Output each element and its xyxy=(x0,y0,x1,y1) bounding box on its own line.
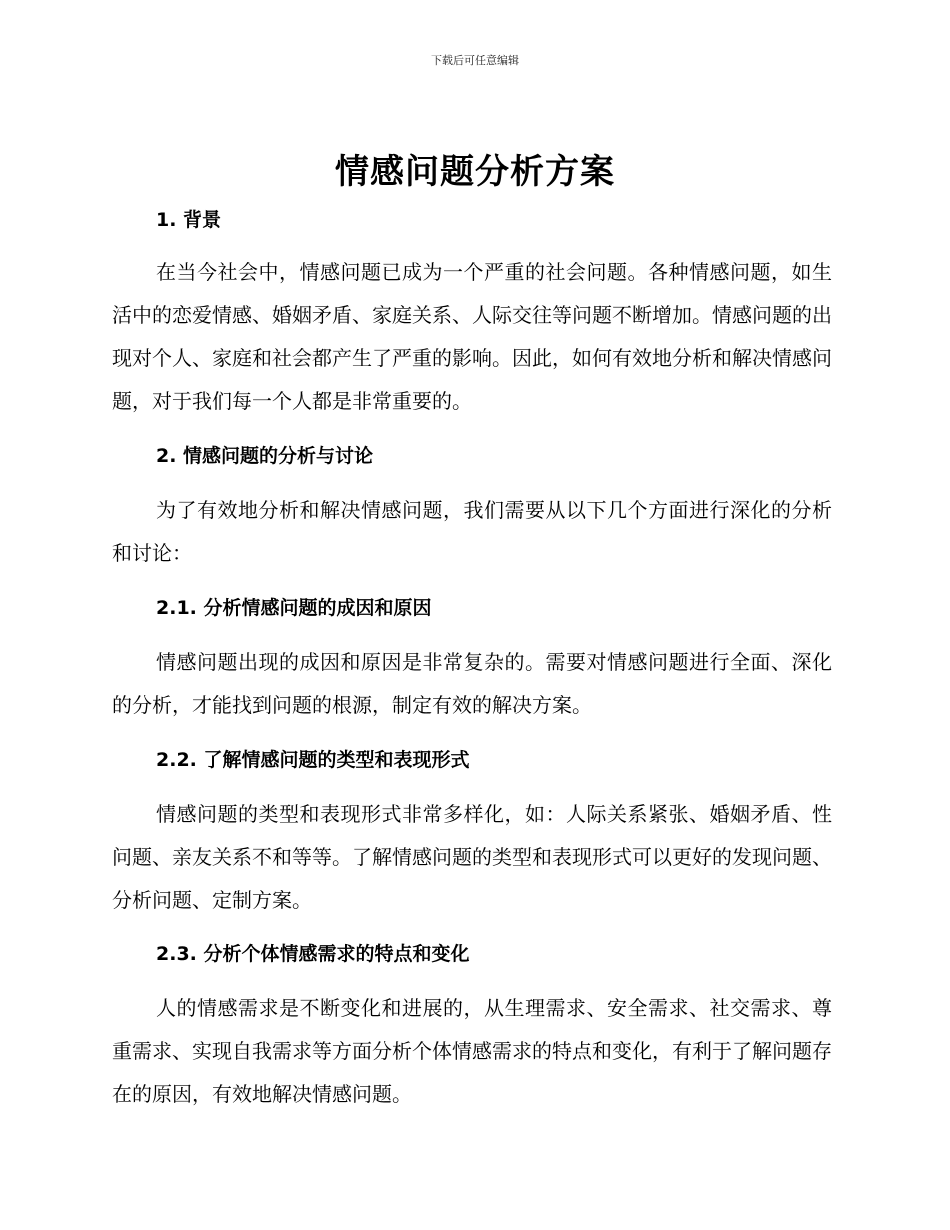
section-body-needs: 人的情感需求是不断变化和进展的，从生理需求、安全需求、社交需求、尊重需求、实现自我需求等方面分析个体情感需求的特点和变化，有利于了解问题存在的原因，有效地解决情感问题。 xyxy=(112,996,832,1106)
section-body-background: 在当今社会中，情感问题已成为一个严重的社会问题。各种情感问题，如生活中的恋爱情感、婚姻矛盾、家庭关系、人际交往等问题不断增加。情感问题的出现对个人、家庭和社会都产生了严重的影响。因此，如何有效地分析和解决情感问题，对于我们每一个人都是非常重要的。 xyxy=(112,260,832,413)
section-heading-analysis: 2. 情感问题的分析与讨论 xyxy=(156,445,374,467)
section-heading-causes: 2.1. 分析情感问题的成因和原因 xyxy=(156,597,432,619)
section-heading-needs: 2.3. 分析个体情感需求的特点和变化 xyxy=(156,943,470,965)
section-body-analysis: 为了有效地分析和解决情感问题，我们需要从以下几个方面进行深化的分析和讨论： xyxy=(112,498,832,565)
section-body-types: 情感问题的类型和表现形式非常多样化，如：人际关系紧张、婚姻矛盾、性问题、亲友关系不和等等。了解情感问题的类型和表现形式可以更好的发现问题、分析问题、定制方案。 xyxy=(112,802,832,912)
section-heading-background: 1. 背景 xyxy=(156,209,222,231)
document-title: 情感问题分析方案 xyxy=(335,152,615,192)
section-body-causes: 情感问题出现的成因和原因是非常复杂的。需要对情感问题进行全面、深化的分析，才能找到问题的根源，制定有效的解决方案。 xyxy=(112,650,832,717)
section-heading-types: 2.2. 了解情感问题的类型和表现形式 xyxy=(156,749,470,771)
header-note: 下载后可任意编辑 xyxy=(431,54,519,67)
